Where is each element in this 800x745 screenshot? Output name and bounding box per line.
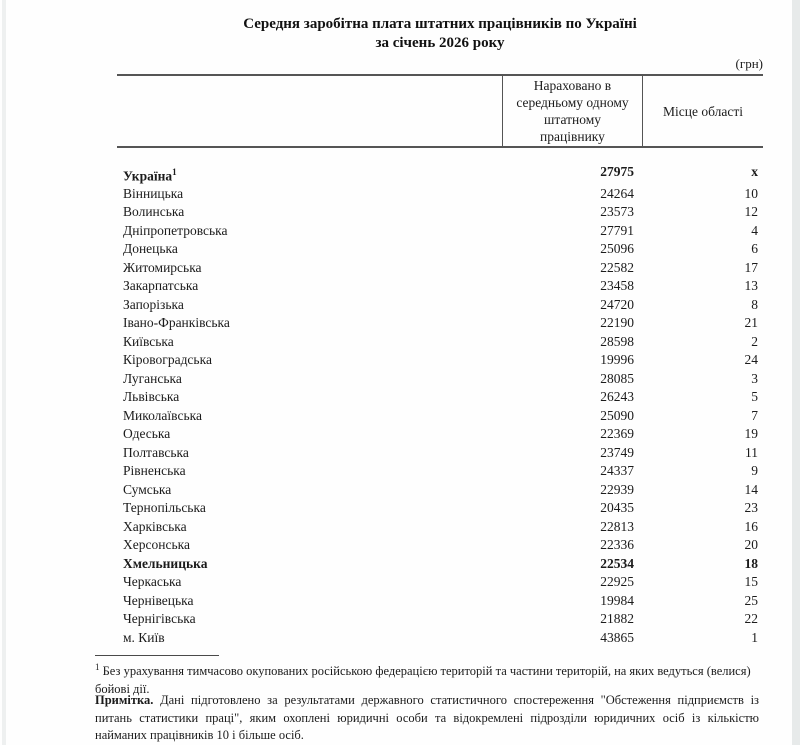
place-value: 24 [744,352,758,367]
scan-edge-left [2,0,6,745]
region-name-cell [117,259,503,278]
table-header-row [117,74,763,148]
table-row [117,333,763,352]
place-value: 15 [744,574,758,589]
table-row [117,222,763,241]
note-text: Дані підготовлено за результатами державного статистичного спостереження "Обстеження підприємств із питань статистики праці", яким охоплені юридичні особи та відокремлені підрозділи юридичних осіб із кількістю найманих працівників 10 і більше осіб. [95,693,759,742]
region-name: Тернопільська [123,500,206,515]
salary-value: 22534 [600,555,634,571]
region-name-cell [117,240,503,259]
salary-value: 21882 [600,611,634,626]
salary-value: 27791 [600,222,634,238]
salary-value: 27975 [600,164,634,179]
table-row [117,314,763,333]
table-row [117,407,763,426]
region-name-cell [117,481,503,500]
place-value: 19 [744,426,758,441]
region-name-cell [117,610,503,629]
region-name: Миколаївська [123,407,202,423]
region-name: Львівська [123,389,180,404]
salary-value: 22925 [600,574,634,589]
table-row [117,163,763,182]
unit-label: (грн) [735,56,763,71]
salary-value: 22336 [600,537,634,552]
region-name-cell [117,425,503,444]
region-name-cell [117,518,503,537]
page-title [117,15,763,53]
region-name-cell [117,277,503,296]
table-row [117,555,763,574]
region-name: Київська [123,333,174,349]
region-name: Вінницька [123,185,184,201]
scan-edge-right [792,0,800,745]
region-name: Черкаська [123,574,182,589]
place-value: 8 [751,296,758,312]
region-name: Донецька [123,241,178,256]
region-name-cell [117,407,503,426]
place-value: 12 [744,204,758,219]
salary-value: 23458 [600,278,634,293]
salary-value: 28085 [600,370,634,386]
place-value: x [751,164,758,179]
salary-value: 25090 [600,407,634,423]
region-name-cell [117,185,503,204]
header-place-label: Місце області [663,103,743,119]
header-accrued-label: Нараховано в середньому одному штатному працівнику [516,78,629,144]
region-name-cell [117,555,503,574]
table-row [117,536,763,555]
table-row [117,610,763,629]
place-value: 23 [744,500,758,515]
place-value: 7 [751,407,758,423]
place-value: 11 [745,444,758,460]
note-paragraph [95,692,759,745]
header-cell-place [643,76,763,146]
table-row [117,388,763,407]
footnote-separator-line [95,655,219,656]
footnote-1-marker: 1 [95,662,100,672]
place-value: 14 [744,481,758,497]
table-row [117,425,763,444]
table-row [117,629,763,648]
salary-value: 28598 [600,333,634,349]
salary-value: 24720 [600,296,634,312]
title-line-2: за січень 2026 року [375,35,505,51]
salary-value: 43865 [600,629,634,645]
region-name-cell [117,370,503,389]
table-row [117,185,763,204]
table-row [117,240,763,259]
region-name-cell [117,629,503,648]
salary-value: 23573 [600,204,634,219]
salary-value: 19984 [600,592,634,608]
region-name: Херсонська [123,537,190,552]
table-row [117,259,763,278]
region-name-cell [117,296,503,315]
region-name: Дніпропетровська [123,222,228,238]
header-cell-region [117,76,503,146]
place-value: 1 [751,629,758,645]
region-name: Сумська [123,481,172,497]
place-value: 20 [744,537,758,552]
region-footnote-marker: 1 [172,167,177,177]
table-row [117,592,763,611]
note-label: Примітка. [95,693,154,707]
table-row [117,351,763,370]
region-name: Закарпатська [123,278,199,293]
table-row [117,444,763,463]
region-name-cell [117,462,503,481]
table-row [117,203,763,222]
region-name-cell [117,536,503,555]
place-value: 10 [744,185,758,201]
place-value: 2 [751,333,758,349]
place-value: 18 [744,555,758,571]
region-name: Волинська [123,204,185,219]
region-name: Україна [123,168,173,184]
place-value: 25 [744,592,758,608]
region-name: Чернівецька [123,592,194,608]
place-value: 17 [744,259,758,275]
region-name: Кіровоградська [123,352,212,367]
salary-value: 22369 [600,426,634,441]
salary-value: 20435 [600,500,634,515]
salary-value: 22190 [600,315,634,330]
salary-value: 24337 [600,463,634,478]
region-name: м. Київ [123,629,165,645]
table-row [117,296,763,315]
region-name: Харківська [123,518,187,534]
region-name: Житомирська [123,259,202,275]
salary-value: 23749 [600,444,634,460]
place-value: 13 [744,278,758,293]
region-name: Хмельницька [123,555,208,571]
table-row [117,462,763,481]
region-name-cell [117,499,503,518]
region-name-cell [117,351,503,370]
region-name: Чернігівська [123,611,196,626]
table-row [117,370,763,389]
region-name: Запорізька [123,296,184,312]
place-value: 6 [751,241,758,256]
salary-value: 26243 [600,389,634,404]
region-name-cell [117,222,503,241]
region-name: Івано-Франківська [123,315,230,330]
header-cell-accrued [503,76,643,146]
place-value: 5 [751,389,758,404]
place-value: 4 [751,222,758,238]
salary-value: 22939 [600,481,634,497]
table-body [117,163,763,647]
region-name-cell [117,444,503,463]
table-row [117,573,763,592]
footnote-1-text: Без урахування тимчасово окупованих російською федерацією територій та частини територій, на яких ведуться (велися) бойові дії. [95,664,751,696]
salary-value: 25096 [600,241,634,256]
title-line-1: Середня заробітна плата штатних працівників по Україні [243,16,637,32]
table-row [117,277,763,296]
salary-value: 22813 [600,518,634,534]
region-name-cell [117,163,503,182]
region-name-cell [117,203,503,222]
region-name-cell [117,592,503,611]
table-row [117,499,763,518]
table-row [117,481,763,500]
region-name-cell [117,314,503,333]
region-name: Луганська [123,370,182,386]
place-value: 22 [744,611,758,626]
salary-value: 19996 [600,352,634,367]
place-value: 9 [751,463,758,478]
place-value: 16 [744,518,758,534]
place-value: 21 [744,315,758,330]
salary-value: 24264 [600,185,634,201]
region-name-cell [117,573,503,592]
salary-value: 22582 [600,259,634,275]
region-name: Рівненська [123,463,186,478]
region-name: Полтавська [123,444,189,460]
region-name: Одеська [123,426,171,441]
region-name-cell [117,333,503,352]
region-name-cell [117,388,503,407]
place-value: 3 [751,370,758,386]
table-row [117,518,763,537]
